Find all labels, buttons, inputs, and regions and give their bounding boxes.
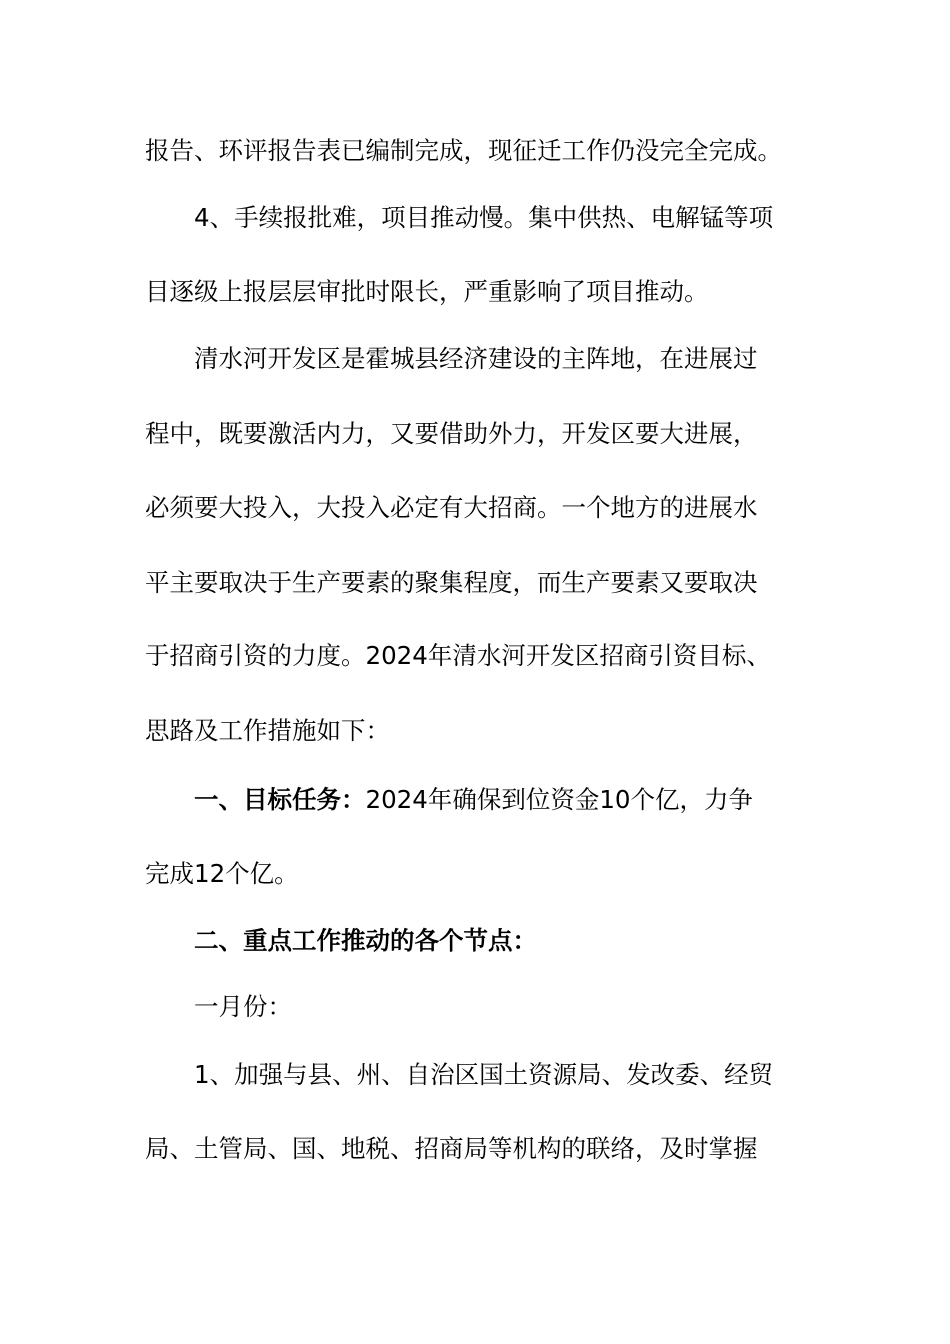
paragraph-line: 必须要大投入，大投入必定有大招商。一个地方的进展水 bbox=[145, 493, 758, 522]
paragraph-line: 报告、环评报告表已编制完成，现征迁工作仍没完全完成。 bbox=[145, 136, 782, 165]
goal-line bbox=[194, 784, 753, 816]
section-heading: 二、重点工作推动的各个节点： bbox=[194, 926, 537, 955]
paragraph-line: 平主要取决于生产要素的聚集程度，而生产要素又要取决 bbox=[145, 568, 758, 597]
paragraph-line: 清水河开发区是霍城县经济建设的主阵地，在进展过 bbox=[194, 344, 758, 373]
paragraph-line: 程中，既要激活内力，又要借助外力，开发区要大进展， bbox=[145, 419, 758, 448]
paragraph-line: 1、加强与县、州、自治区国土资源局、发改委、经贸 bbox=[194, 1060, 774, 1089]
paragraph-line: 思路及工作措施如下： bbox=[145, 716, 390, 745]
month-label: 一月份： bbox=[194, 992, 292, 1021]
paragraph-line: 局、土管局、国、地税、招商局等机构的联络，及时掌握 bbox=[145, 1134, 758, 1163]
paragraph-line: 目逐级上报层层审批时限长，严重影响了项目推动。 bbox=[145, 277, 709, 306]
paragraph-line: 于招商引资的力度。2024年清水河开发区招商引资目标、 bbox=[145, 641, 771, 670]
paragraph-line: 完成12个亿。 bbox=[145, 859, 299, 888]
paragraph-line: 4、手续报批难，项目推动慢。集中供热、电解锰等项 bbox=[194, 203, 774, 232]
goal-heading: 一、目标任务： bbox=[194, 785, 366, 814]
goal-text: 2024年确保到位资金10个亿，力争 bbox=[365, 785, 754, 814]
